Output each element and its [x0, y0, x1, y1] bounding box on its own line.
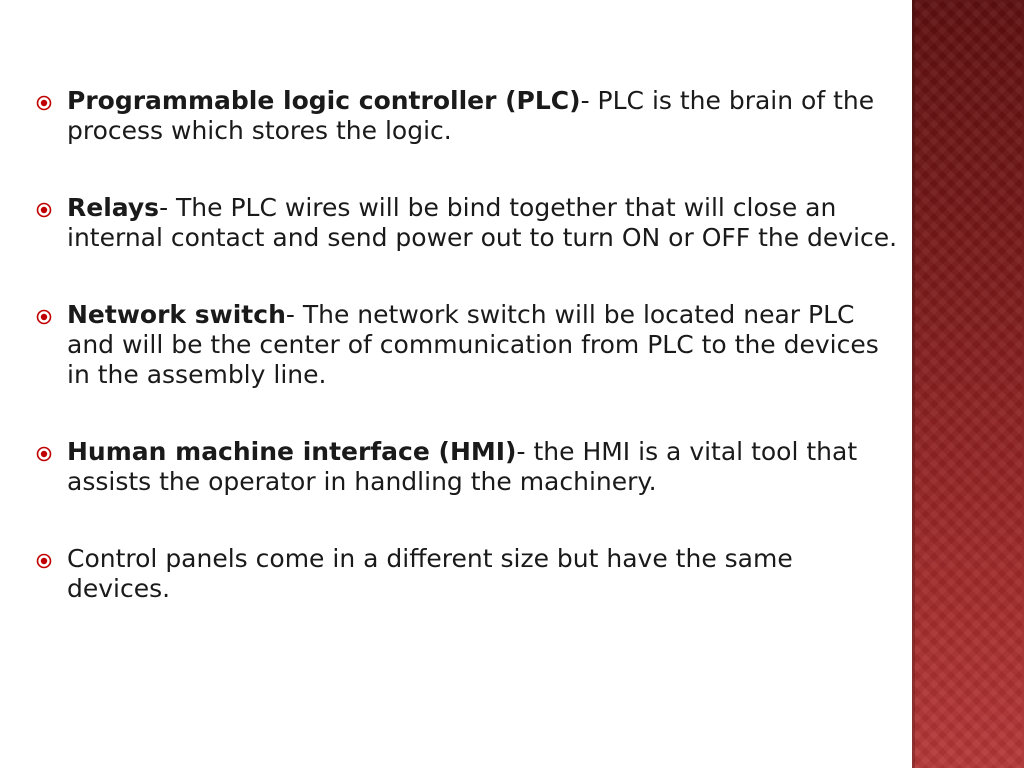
- radio-circle-icon: [36, 95, 52, 111]
- bullet-item-hmi: [36, 437, 898, 497]
- bullet-text: - PLC is the brain of the process which stores the logic.: [67, 86, 875, 145]
- bullet-term: Network switch: [67, 300, 286, 329]
- bullet-term: Human machine interface (HMI): [67, 437, 517, 466]
- bullet-text: Control panels come in a different size but have the same devices.: [67, 544, 793, 603]
- radio-circle-icon: [36, 309, 52, 325]
- bullet-item-relays: [36, 193, 898, 253]
- bullet-text: - the HMI is a vital tool that assists the operator in handling the machinery.: [67, 437, 858, 496]
- bullet-term: Programmable logic controller (PLC): [67, 86, 581, 115]
- bullet-item-network-switch: [36, 300, 898, 390]
- radio-circle-icon: [36, 202, 52, 218]
- radio-circle-icon: [36, 446, 52, 462]
- bullet-term: Relays: [67, 193, 160, 222]
- bullet-item-control-panels: [36, 544, 898, 604]
- bullet-text: - The PLC wires will be bind together that will close an internal contact and send power out to turn ON or OFF the device.: [67, 193, 898, 252]
- bullet-text: - The network switch will be located near PLC and will be the center of communication from PLC to the devices in the assembly line.: [67, 300, 879, 389]
- bullet-list: [36, 86, 898, 604]
- radio-circle-icon: [36, 553, 52, 569]
- decorative-side-bar: [912, 0, 1024, 768]
- bullet-item-plc: [36, 86, 898, 146]
